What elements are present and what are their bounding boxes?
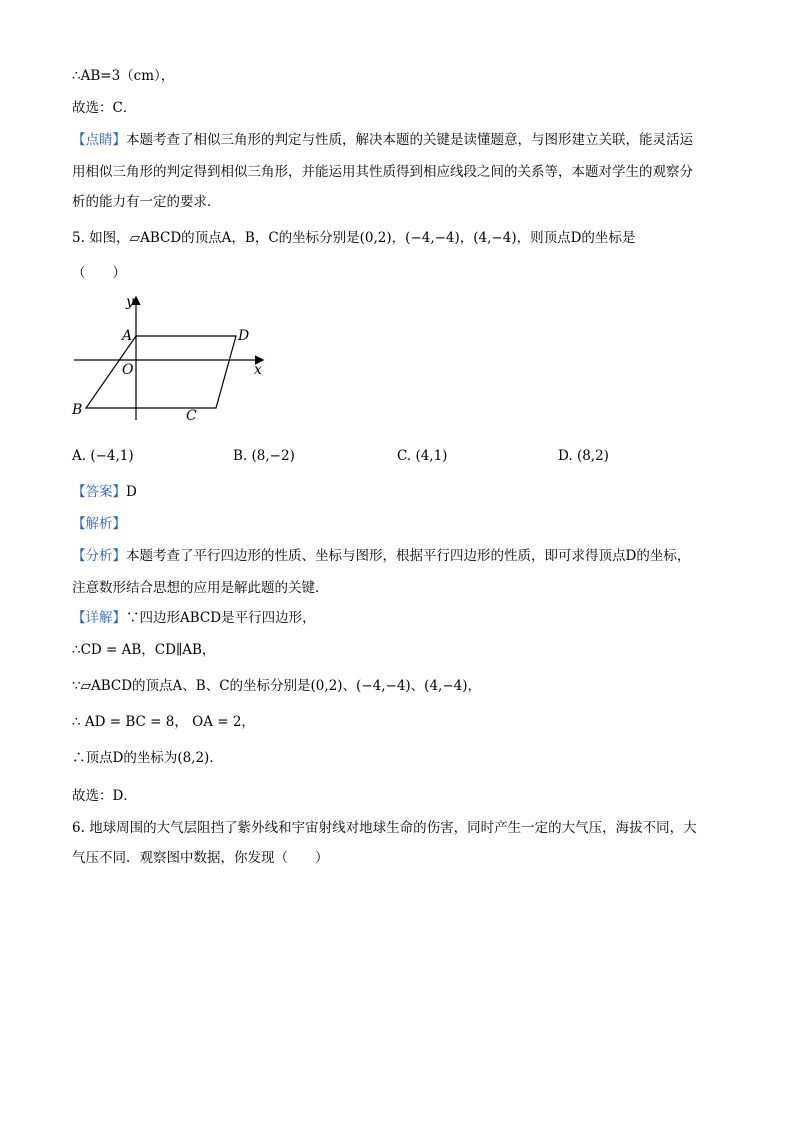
label-a: A: [122, 328, 133, 344]
prev-comment-line-3: 析的能力有一定的要求．: [72, 194, 221, 210]
answer-line: [72, 482, 137, 502]
detail-line-3: ∵▱ABCD的顶点A、B、C的坐标分别是(0,2)、(−4,−4)、(4,−4)，: [72, 678, 481, 694]
option-d[interactable]: [558, 446, 609, 466]
answer-value: D: [126, 484, 137, 500]
option-a-value: (−4,1): [90, 448, 134, 464]
prev-comment-line-2: 用相似三角形的判定得到相似三角形，并能运用其性质得到相应线段之间的关系等，本题对学生的观察分: [72, 164, 693, 180]
option-c[interactable]: [397, 446, 447, 466]
label-o: O: [122, 362, 134, 378]
prev-answer: 故选：C．: [72, 100, 137, 116]
option-c-letter: C.: [397, 448, 412, 464]
fenxi-line-1: [72, 546, 690, 566]
q5-conclusion: 故选：D．: [72, 788, 137, 804]
q6-line-2: 气压不同．观察图中数据，你发现（ ）: [72, 850, 329, 866]
q5-number: 5.: [72, 230, 85, 246]
q5-blank: （ ）: [72, 265, 126, 281]
option-c-value: (4,1): [415, 448, 448, 464]
option-d-value: (8,2): [576, 448, 609, 464]
detail-text-1: ∵四边形ABCD是平行四边形，: [126, 610, 316, 626]
label-c: C: [186, 408, 197, 424]
q5-stem-line: [72, 228, 635, 248]
option-b-letter: B.: [233, 448, 248, 464]
label-y: y: [126, 294, 134, 310]
option-a[interactable]: [72, 446, 134, 466]
fenxi-tag: 【分析】: [72, 548, 126, 564]
label-d: D: [238, 328, 250, 344]
prev-comment-line-1: [72, 130, 693, 150]
label-x: x: [254, 362, 262, 378]
analysis-tag: 【解析】: [72, 516, 126, 532]
fenxi-text-1: 本题考查了平行四边形的性质、坐标与图形，根据平行四边形的性质，即可求得顶点D的坐标，: [126, 548, 691, 564]
prev-ab-line: ∴AB=3（cm），: [72, 68, 175, 84]
detail-line-4: ∴ AD = BC = 8， OA = 2，: [72, 714, 255, 730]
answer-tag: 【答案】: [72, 484, 126, 500]
parallelogram-abcd: [86, 336, 236, 408]
q6-text-1: 地球周围的大气层阻挡了紫外线和宇宙射线对地球生命的伤害，同时产生一定的大气压，海拔不同，大: [89, 820, 697, 836]
q6-line-1: [72, 818, 697, 838]
q6-number: 6.: [72, 820, 85, 836]
option-d-letter: D.: [558, 448, 573, 464]
detail-tag: 【详解】: [72, 610, 126, 626]
option-b-value: (8,−2): [251, 448, 295, 464]
q5-stem: 如图，▱ABCD的顶点A，B，C的坐标分别是(0,2)，(−4,−4)，(4,−4)，则顶点D的坐标是: [89, 230, 636, 246]
detail-line-1: [72, 608, 316, 628]
detail-line-5: ∴顶点D的坐标为(8,2)．: [72, 750, 223, 766]
comment-text-1: 本题考查了相似三角形的判定与性质，解决本题的关键是读懂题意，与图形建立关联，能灵活运: [126, 132, 693, 148]
comment-tag: 【点睛】: [72, 132, 126, 148]
fenxi-line-2: 注意数形结合思想的应用是解此题的关键．: [72, 580, 329, 596]
parallelogram-figure: [70, 292, 270, 424]
option-b[interactable]: [233, 446, 295, 466]
label-b: B: [72, 402, 83, 418]
detail-line-2: ∴CD = AB，CD∥AB，: [72, 642, 216, 658]
option-a-letter: A.: [72, 448, 87, 464]
